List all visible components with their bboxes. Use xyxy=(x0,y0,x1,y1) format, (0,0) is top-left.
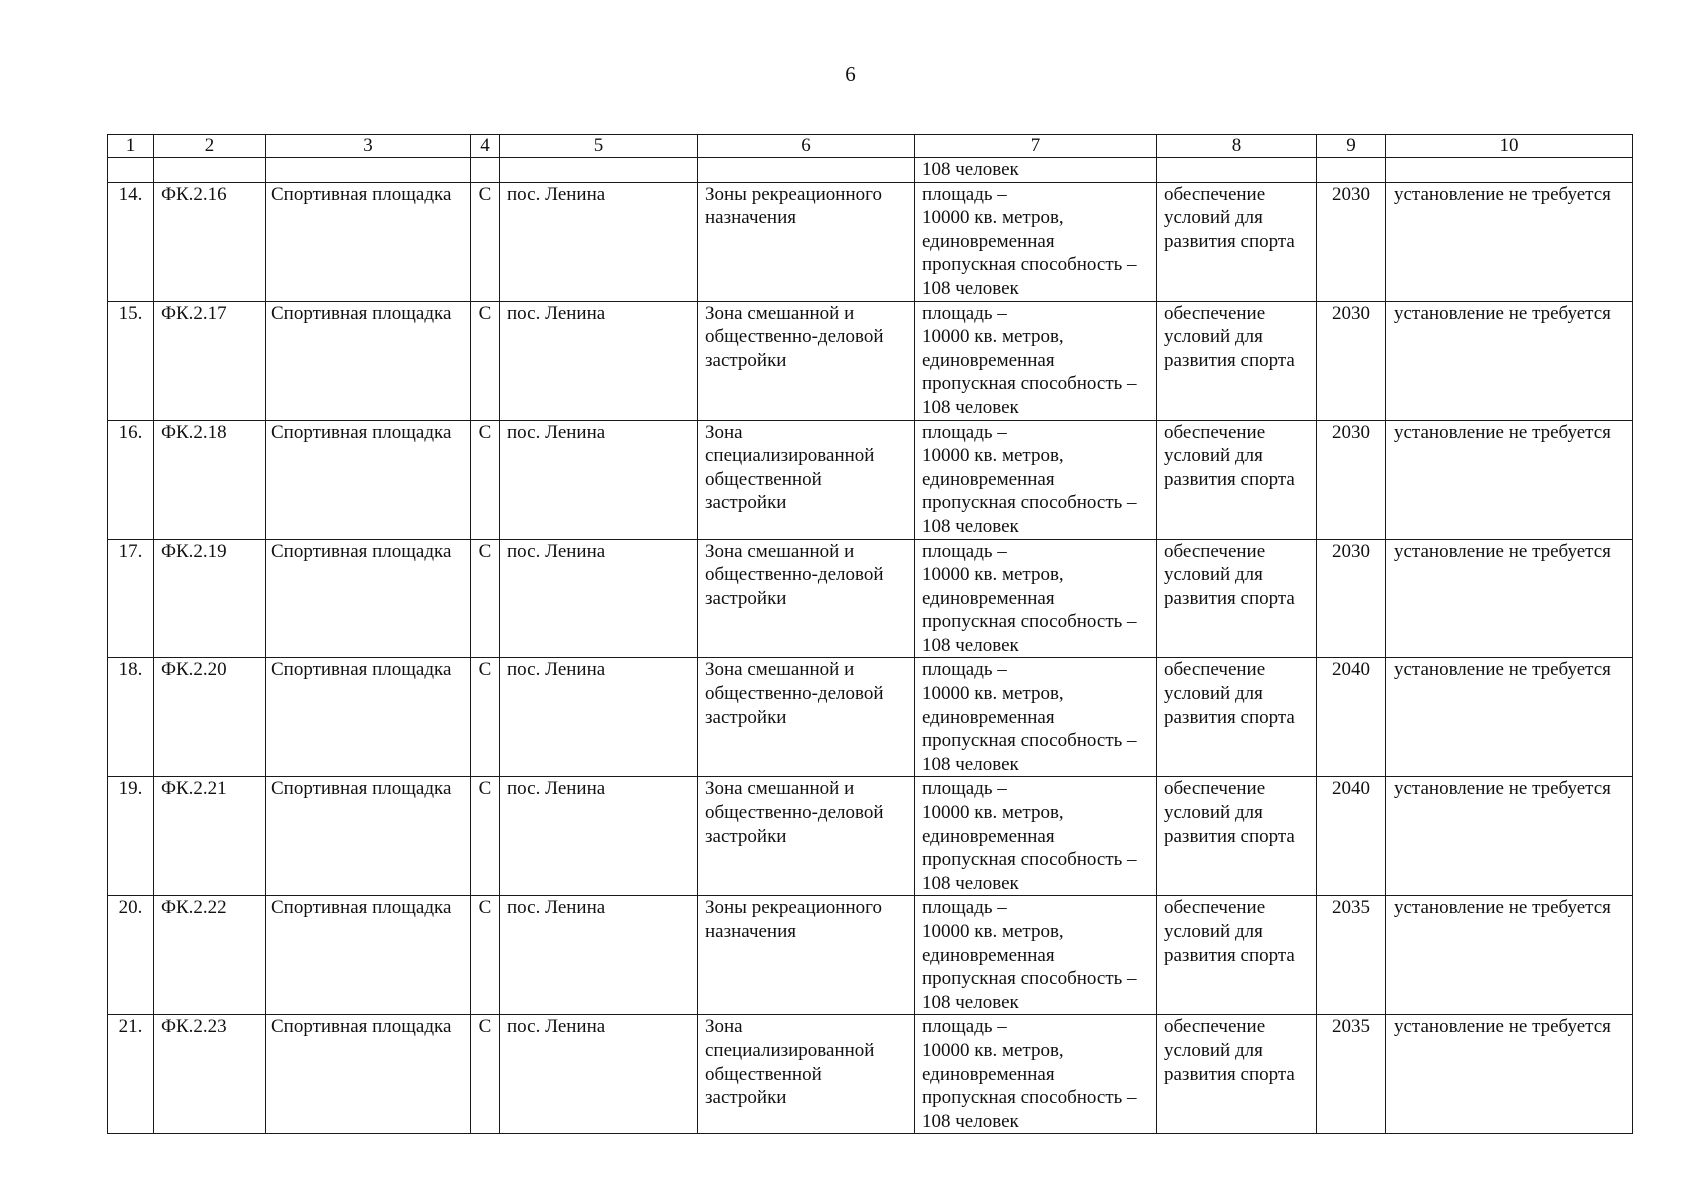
location-cell: пос. Ленина xyxy=(500,182,698,301)
objects-table xyxy=(107,134,1633,1134)
purpose-cell-line: развития спорта xyxy=(1164,230,1295,252)
purpose-cell xyxy=(1157,896,1317,1015)
zone-cell-line: застройки xyxy=(705,1087,787,1109)
purpose-cell-line: условий для xyxy=(1164,1039,1263,1061)
note-cell: установление не требуется xyxy=(1386,182,1633,301)
params-cell-line: площадь – xyxy=(922,778,1007,800)
zone-cell-line: общественной xyxy=(705,1063,822,1085)
empty-cell xyxy=(266,158,471,183)
zone-cell-line: общественно-деловой xyxy=(705,683,884,705)
object-type-cell: Спортивная площадка xyxy=(266,658,471,777)
purpose-cell xyxy=(1157,1015,1317,1134)
status-cell: С xyxy=(471,539,500,658)
empty-cell xyxy=(500,158,698,183)
purpose-cell xyxy=(1157,420,1317,539)
table-row xyxy=(108,539,1633,658)
params-cell-line: единовременная xyxy=(922,1063,1055,1085)
note-cell: установление не требуется xyxy=(1386,1015,1633,1134)
object-type-cell: Спортивная площадка xyxy=(266,301,471,420)
params-cell-line: пропускная способность – xyxy=(922,492,1137,514)
status-cell: С xyxy=(471,1015,500,1134)
zone-cell-line: назначения xyxy=(705,207,797,229)
object-type-cell: Спортивная площадка xyxy=(266,1015,471,1134)
zone-cell-line: общественно-деловой xyxy=(705,802,884,824)
zone-cell-line: застройки xyxy=(705,706,787,728)
params-cell-line: площадь – xyxy=(922,540,1007,562)
table-row xyxy=(108,896,1633,1015)
params-cell-line: площадь – xyxy=(922,302,1007,324)
purpose-cell-line: развития спорта xyxy=(1164,468,1295,490)
params-cell-line: площадь – xyxy=(922,1016,1007,1038)
zone-cell-line: специализированной xyxy=(705,445,875,467)
params-cell-line: единовременная xyxy=(922,230,1055,252)
params-cell-line: единовременная xyxy=(922,587,1055,609)
empty-cell xyxy=(1386,158,1633,183)
params-cell-line: 108 человек xyxy=(922,277,1019,299)
params-cell-line: площадь – xyxy=(922,421,1007,443)
object-code-cell: ФК.2.20 xyxy=(154,658,266,777)
location-cell: пос. Ленина xyxy=(500,896,698,1015)
table-row xyxy=(108,777,1633,896)
params-cell-line: 108 человек xyxy=(922,872,1019,894)
empty-cell xyxy=(108,158,154,183)
params-cell-line: 10000 кв. метров, xyxy=(922,445,1064,467)
purpose-cell-line: обеспечение xyxy=(1164,540,1266,562)
empty-cell xyxy=(1317,158,1386,183)
purpose-cell-line: обеспечение xyxy=(1164,778,1266,800)
zone-cell xyxy=(698,1015,915,1134)
params-cell-line: 108 человек xyxy=(922,1110,1019,1132)
status-cell: С xyxy=(471,777,500,896)
year-cell: 2030 xyxy=(1317,420,1386,539)
params-cell-line: 108 человек xyxy=(922,991,1019,1013)
object-code-cell: ФК.2.21 xyxy=(154,777,266,896)
empty-cell xyxy=(154,158,266,183)
table-row xyxy=(108,1015,1633,1134)
params-cell-line: единовременная xyxy=(922,944,1055,966)
params-cell xyxy=(915,1015,1157,1134)
empty-cell xyxy=(698,158,915,183)
purpose-cell-line: обеспечение xyxy=(1164,302,1266,324)
zone-cell-line: застройки xyxy=(705,825,787,847)
object-code-cell: ФК.2.19 xyxy=(154,539,266,658)
params-cell-line: пропускная способность – xyxy=(922,1087,1137,1109)
location-cell: пос. Ленина xyxy=(500,420,698,539)
table-row xyxy=(108,420,1633,539)
zone-cell-line: общественной xyxy=(705,468,822,490)
object-code-cell: ФК.2.23 xyxy=(154,1015,266,1134)
zone-cell xyxy=(698,182,915,301)
location-cell: пос. Ленина xyxy=(500,1015,698,1134)
header-cell: 3 xyxy=(266,135,471,158)
status-cell: С xyxy=(471,896,500,1015)
row-number-cell: 15. xyxy=(108,301,154,420)
year-cell: 2030 xyxy=(1317,182,1386,301)
purpose-cell-line: развития спорта xyxy=(1164,825,1295,847)
params-cell-line: площадь – xyxy=(922,659,1007,681)
purpose-cell-line: обеспечение xyxy=(1164,897,1266,919)
purpose-cell xyxy=(1157,301,1317,420)
zone-cell-line: общественно-деловой xyxy=(705,326,884,348)
params-cell-line: 108 человек xyxy=(922,515,1019,537)
params-cell xyxy=(915,658,1157,777)
location-cell: пос. Ленина xyxy=(500,539,698,658)
purpose-cell-line: условий для xyxy=(1164,564,1263,586)
object-type-cell: Спортивная площадка xyxy=(266,777,471,896)
header-cell: 6 xyxy=(698,135,915,158)
object-code-cell: ФК.2.16 xyxy=(154,182,266,301)
zone-cell-line: Зоны рекреационного xyxy=(705,183,882,205)
year-cell: 2030 xyxy=(1317,301,1386,420)
params-continuation-cell: 108 человек xyxy=(915,158,1157,183)
params-cell xyxy=(915,896,1157,1015)
header-cell: 4 xyxy=(471,135,500,158)
status-cell: С xyxy=(471,658,500,777)
location-cell: пос. Ленина xyxy=(500,777,698,896)
purpose-cell-line: условий для xyxy=(1164,445,1263,467)
purpose-cell xyxy=(1157,658,1317,777)
params-cell-line: 10000 кв. метров, xyxy=(922,683,1064,705)
purpose-cell-line: условий для xyxy=(1164,207,1263,229)
note-cell: установление не требуется xyxy=(1386,420,1633,539)
page-number: 6 xyxy=(845,62,856,86)
empty-cell xyxy=(1157,158,1317,183)
empty-cell xyxy=(471,158,500,183)
purpose-cell-line: обеспечение xyxy=(1164,659,1266,681)
purpose-cell xyxy=(1157,777,1317,896)
zone-cell-line: Зоны рекреационного xyxy=(705,897,882,919)
table-row xyxy=(108,301,1633,420)
params-cell-line: пропускная способность – xyxy=(922,730,1137,752)
params-cell xyxy=(915,301,1157,420)
row-number-cell: 16. xyxy=(108,420,154,539)
header-cell: 9 xyxy=(1317,135,1386,158)
table-row xyxy=(108,182,1633,301)
table-header-row xyxy=(108,135,1633,158)
year-cell: 2030 xyxy=(1317,539,1386,658)
header-cell: 2 xyxy=(154,135,266,158)
purpose-cell-line: условий для xyxy=(1164,326,1263,348)
params-cell-line: пропускная способность – xyxy=(922,373,1137,395)
params-cell-line: 108 человек xyxy=(922,396,1019,418)
zone-cell xyxy=(698,539,915,658)
zone-cell-line: назначения xyxy=(705,921,797,942)
params-cell-line: 10000 кв. метров, xyxy=(922,802,1064,824)
object-type-cell: Спортивная площадка xyxy=(266,420,471,539)
zone-cell-line: Зона смешанной и xyxy=(705,659,855,681)
zone-cell-line: специализированной xyxy=(705,1039,875,1061)
params-cell-line: площадь – xyxy=(922,897,1007,919)
note-cell: установление не требуется xyxy=(1386,777,1633,896)
params-cell-line: единовременная xyxy=(922,349,1055,371)
params-cell xyxy=(915,539,1157,658)
params-cell-line: площадь – xyxy=(922,183,1007,205)
header-cell: 5 xyxy=(500,135,698,158)
status-cell: С xyxy=(471,420,500,539)
object-type-cell: Спортивная площадка xyxy=(266,539,471,658)
row-number-cell: 21. xyxy=(108,1015,154,1134)
status-cell: С xyxy=(471,182,500,301)
purpose-cell-line: развития спорта xyxy=(1164,349,1295,371)
note-cell: установление не требуется xyxy=(1386,301,1633,420)
zone-cell-line: застройки xyxy=(705,587,787,609)
table-row xyxy=(108,658,1633,777)
params-cell-line: 10000 кв. метров, xyxy=(922,326,1064,348)
row-number-cell: 18. xyxy=(108,658,154,777)
zone-cell xyxy=(698,420,915,539)
purpose-cell-line: условий для xyxy=(1164,802,1263,824)
zone-cell xyxy=(698,301,915,420)
zone-cell-line: Зона смешанной и xyxy=(705,302,855,324)
zone-cell-line: застройки xyxy=(705,492,787,514)
object-code-cell: ФК.2.22 xyxy=(154,896,266,1015)
purpose-cell-line: условий для xyxy=(1164,921,1263,942)
purpose-cell-line: развития спорта xyxy=(1164,706,1295,728)
header-cell: 8 xyxy=(1157,135,1317,158)
params-cell-line: 10000 кв. метров, xyxy=(922,564,1064,586)
zone-cell xyxy=(698,777,915,896)
year-cell: 2040 xyxy=(1317,777,1386,896)
object-type-cell: Спортивная площадка xyxy=(266,182,471,301)
zone-cell-line: Зона xyxy=(705,421,743,443)
year-cell: 2035 xyxy=(1317,896,1386,1015)
params-cell-line: 10000 кв. метров, xyxy=(922,207,1064,229)
params-cell-line: 108 человек xyxy=(922,753,1019,775)
continuation-row xyxy=(108,158,1633,183)
header-cell: 1 xyxy=(108,135,154,158)
year-cell: 2040 xyxy=(1317,658,1386,777)
params-cell-line: 108 человек xyxy=(922,634,1019,656)
purpose-cell-line: развития спорта xyxy=(1164,1063,1295,1085)
zone-cell-line: застройки xyxy=(705,349,787,371)
purpose-cell xyxy=(1157,182,1317,301)
params-cell-line: единовременная xyxy=(922,468,1055,490)
object-code-cell: ФК.2.18 xyxy=(154,420,266,539)
purpose-cell-line: обеспечение xyxy=(1164,1016,1266,1038)
purpose-cell-line: обеспечение xyxy=(1164,183,1266,205)
zone-cell-line: общественно-деловой xyxy=(705,564,884,586)
note-cell: установление не требуется xyxy=(1386,658,1633,777)
row-number-cell: 14. xyxy=(108,182,154,301)
location-cell: пос. Ленина xyxy=(500,658,698,777)
note-cell: установление не требуется xyxy=(1386,896,1633,1015)
params-cell-line: пропускная способность – xyxy=(922,254,1137,276)
row-number-cell: 17. xyxy=(108,539,154,658)
params-cell-line: пропускная способность – xyxy=(922,968,1137,990)
location-cell: пос. Ленина xyxy=(500,301,698,420)
zone-cell-line: Зона смешанной и xyxy=(705,778,855,800)
purpose-cell-line: развития спорта xyxy=(1164,587,1295,609)
zone-cell-line: Зона xyxy=(705,1016,743,1038)
zone-cell xyxy=(698,896,915,1015)
params-cell-line: 10000 кв. метров, xyxy=(922,921,1064,942)
params-cell-line: пропускная способность – xyxy=(922,611,1137,633)
status-cell: С xyxy=(471,301,500,420)
purpose-cell-line: условий для xyxy=(1164,683,1263,705)
header-cell: 7 xyxy=(915,135,1157,158)
zone-cell xyxy=(698,658,915,777)
year-cell: 2035 xyxy=(1317,1015,1386,1134)
purpose-cell-line: развития спорта xyxy=(1164,944,1295,966)
params-cell-line: единовременная xyxy=(922,706,1055,728)
params-cell xyxy=(915,182,1157,301)
note-cell: установление не требуется xyxy=(1386,539,1633,658)
object-type-cell: Спортивная площадка xyxy=(266,896,471,1015)
purpose-cell-line: обеспечение xyxy=(1164,421,1266,443)
row-number-cell: 20. xyxy=(108,896,154,1015)
header-cell: 10 xyxy=(1386,135,1633,158)
params-cell-line: 10000 кв. метров, xyxy=(922,1039,1064,1061)
row-number-cell: 19. xyxy=(108,777,154,896)
params-cell xyxy=(915,420,1157,539)
params-cell xyxy=(915,777,1157,896)
object-code-cell: ФК.2.17 xyxy=(154,301,266,420)
zone-cell-line: Зона смешанной и xyxy=(705,540,855,562)
purpose-cell xyxy=(1157,539,1317,658)
params-cell-line: единовременная xyxy=(922,825,1055,847)
params-cell-line: пропускная способность – xyxy=(922,849,1137,871)
